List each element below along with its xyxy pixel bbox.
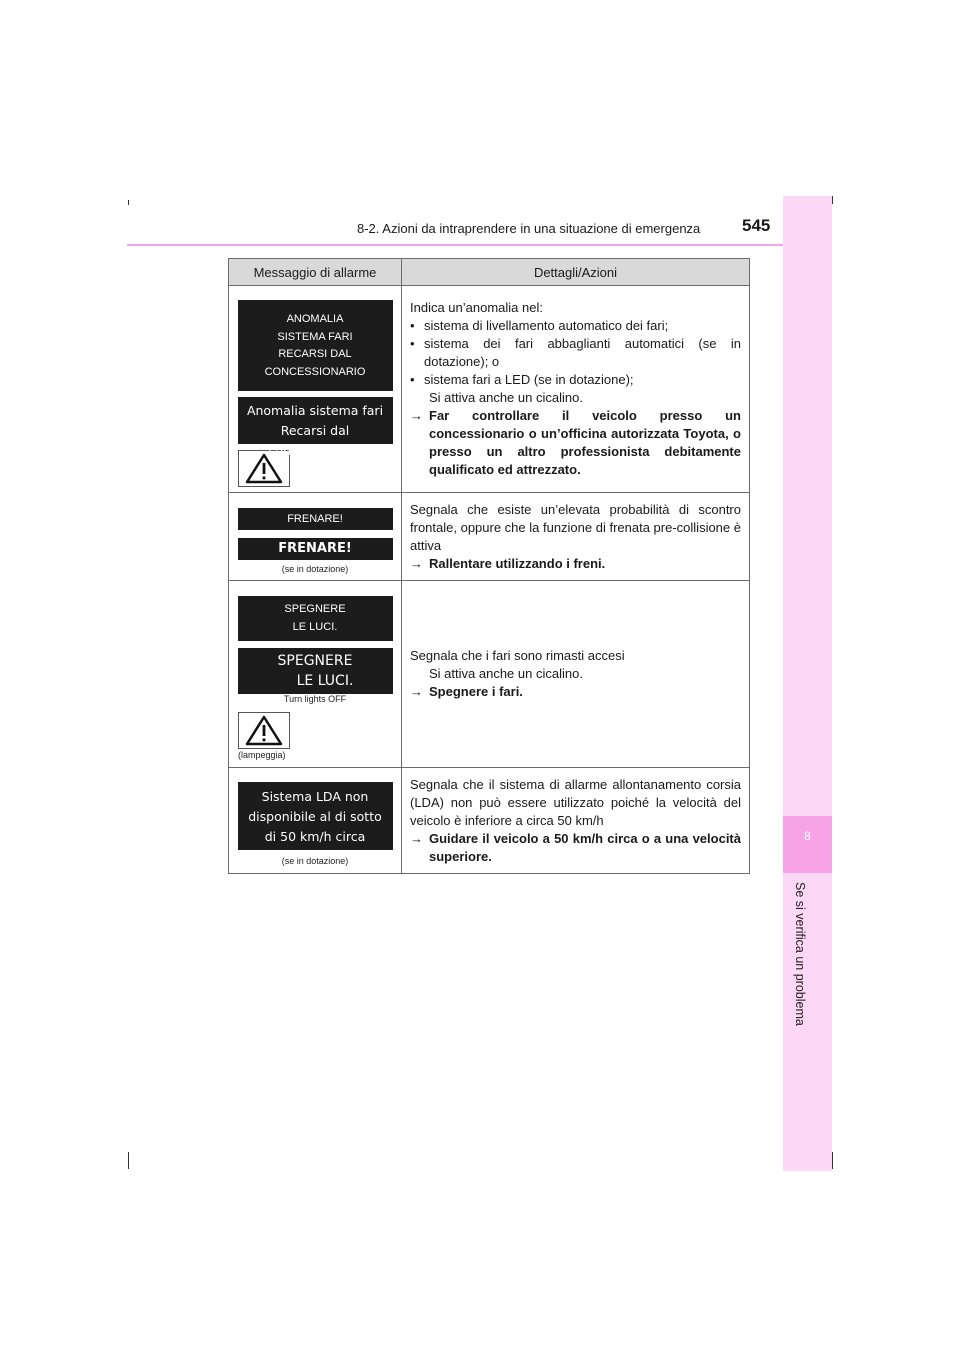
bullet-mark: •	[410, 372, 415, 387]
chapter-number: 8	[804, 829, 811, 843]
details-text: Segnala che esiste un’elevata probabilità di scontro frontale, oppure che la funzione di frenata pre-collisione è attiva	[410, 501, 741, 553]
buzzer-note: Si attiva anche un cicalino.	[429, 390, 583, 405]
buzzer-note: Si attiva anche un cicalino.	[429, 666, 583, 681]
display-message-large	[238, 397, 393, 458]
arrow-icon: →	[410, 555, 423, 571]
chapter-tab-active	[783, 816, 832, 873]
caption: Turn lights OFF	[283, 694, 347, 704]
warning-triangle-icon	[238, 712, 290, 749]
action-text	[410, 683, 741, 701]
bullet-mark: •	[410, 318, 415, 333]
display-line: FRENARE!	[278, 541, 352, 556]
table-header-row	[229, 259, 750, 286]
display-message-small	[238, 508, 393, 530]
display-line: Sistema LDA non	[261, 789, 369, 804]
bullet-text: sistema fari a LED (se in dotazione);	[424, 372, 634, 387]
display-line: LE LUCI.	[296, 673, 354, 689]
display-line: SPEGNERE	[277, 653, 353, 669]
list-item	[410, 371, 741, 389]
action-text	[410, 407, 741, 479]
display-line: di 50 km/h circa	[264, 829, 366, 844]
crop-mark-top-right	[832, 196, 833, 204]
display-message-small	[238, 596, 393, 641]
display-line: FRENARE!	[287, 513, 343, 525]
display-line: disponibile al di sotto	[248, 809, 382, 824]
page-number: 545	[742, 216, 771, 235]
header-rule	[127, 244, 832, 246]
display-message-large	[238, 782, 393, 850]
table-row	[229, 286, 750, 493]
details-text: Segnala che i fari sono rimasti accesi	[410, 648, 625, 663]
display-message-large	[238, 538, 393, 560]
display-line: CONCESSIONARIO	[264, 365, 366, 378]
display-line: LE LUCI.	[292, 620, 338, 633]
caption: (se in dotazione)	[281, 564, 349, 574]
action-label: Rallentare utilizzando i freni.	[429, 555, 606, 571]
bullet-mark: •	[410, 336, 415, 351]
arrow-icon: →	[410, 408, 423, 423]
chapter-side-tab	[783, 196, 832, 1171]
warning-message-table	[228, 258, 750, 874]
action-text	[410, 830, 741, 866]
display-line: Recarsi dal concessionario	[268, 423, 362, 458]
bullet-text: sistema dei fari abbaglianti automatici (se in dotazione); o	[424, 336, 741, 369]
col-header-details: Dettagli/Azioni	[402, 259, 750, 286]
caption: (lampeggia)	[238, 750, 286, 760]
arrow-icon: →	[410, 830, 423, 846]
display-line: SPEGNERE	[284, 603, 346, 615]
arrow-icon: →	[410, 684, 423, 699]
message-cell	[229, 581, 402, 768]
section-title: 8-2. Azioni da intraprendere in una situazione di emergenza	[357, 221, 701, 236]
warning-icon-box	[238, 712, 401, 749]
crop-mark-top-left	[128, 200, 129, 205]
crop-mark-bottom-left	[128, 1152, 129, 1169]
table-row	[229, 581, 750, 768]
display-message-small	[238, 300, 393, 391]
details-cell	[402, 286, 750, 493]
crop-mark-bottom-right	[832, 1152, 833, 1169]
bullet-text: sistema di livellamento automatico dei fari;	[424, 318, 669, 333]
message-cell	[229, 493, 402, 581]
display-line: ANOMALIA	[286, 313, 344, 325]
chapter-title: Se si verifica un problema	[793, 882, 807, 1026]
col-header-message: Messaggio di allarme	[229, 259, 402, 286]
action-label: Far controllare il veicolo presso un concessionario o un’officina autorizzata Toyota, o presso un altro professionista debitamente qualificato ed attrezzato.	[429, 408, 741, 477]
list-item	[410, 317, 741, 335]
details-cell	[402, 581, 750, 768]
message-cell	[229, 768, 402, 874]
message-cell	[229, 286, 402, 493]
display-line: RECARSI DAL	[278, 348, 352, 360]
table-row	[229, 768, 750, 874]
details-intro: Indica un’anomalia nel:	[410, 300, 543, 315]
action-label: Guidare il veicolo a 50 km/h circa o a una velocità superiore.	[429, 830, 741, 864]
action-label: Spegnere i fari.	[429, 684, 523, 699]
display-message-large	[238, 648, 393, 694]
list-item	[410, 335, 741, 371]
details-cell	[402, 493, 750, 581]
caption: (se in dotazione)	[281, 856, 349, 866]
display-line: SISTEMA FARI	[277, 330, 353, 343]
display-line: Anomalia sistema fari	[246, 403, 384, 418]
details-cell	[402, 768, 750, 874]
action-text	[410, 555, 741, 573]
details-text: Segnala che il sistema di allarme allontanamento corsia (LDA) non può essere utilizzato poiché la velocità del veicolo è inferiore a circa 50 km/h	[410, 776, 741, 828]
table-row	[229, 493, 750, 581]
